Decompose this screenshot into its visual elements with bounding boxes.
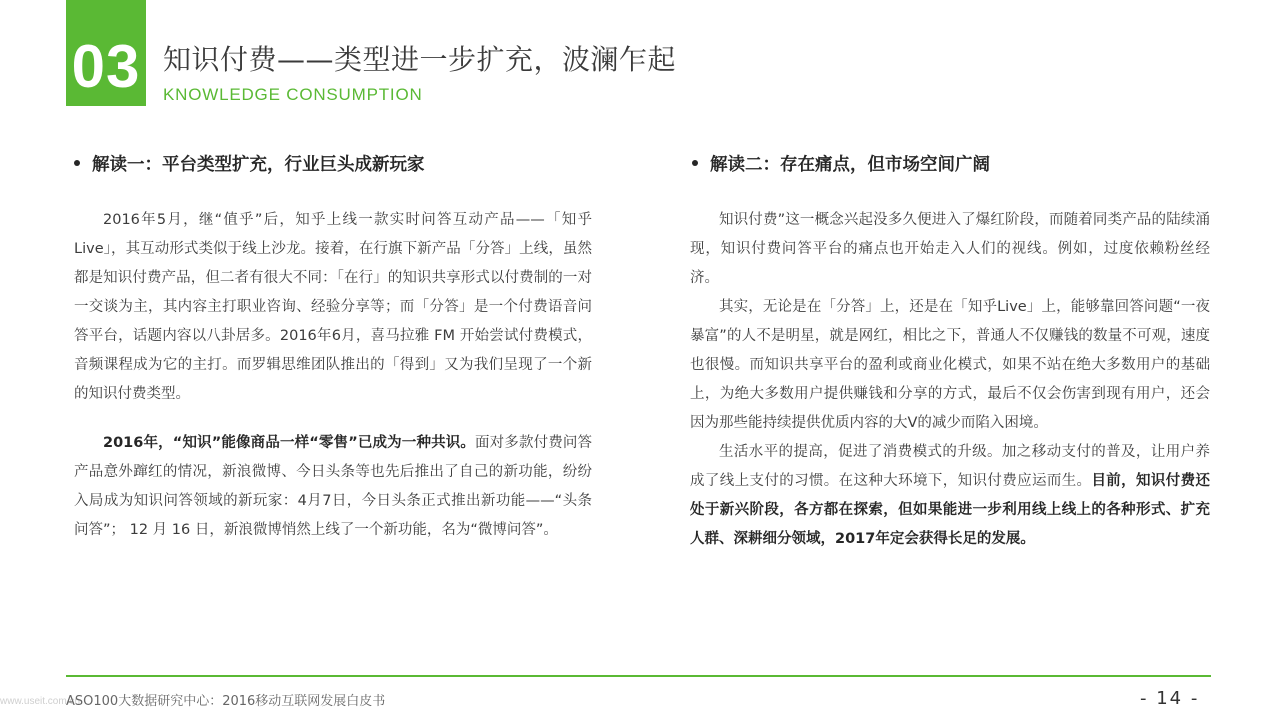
page-title: 知识付费——类型进一步扩充，波澜乍起 — [163, 43, 677, 76]
left-paragraph-2-rest: 面对多款付费问答产品意外蹿红的情况，新浪微博、今日头条等也先后推出了自己的新功能，纷纷入局成为知识问答领域的新玩家：4月7日，今日头条正式推出新功能——“头条问答”； 12 月 16 日，新浪微博悄然上线了一个新功能，名为“微博问答”。 — [74, 435, 593, 538]
page-number: - 14 - — [1140, 688, 1200, 709]
right-paragraph-3-bold: 目前，知识付费还处于新兴阶段，各方都在探索，但如果能进一步利用线上线上的各种形式、扩充人群、深耕细分领域，2017年定会获得长足的发展。 — [690, 473, 1211, 547]
left-heading-text: 解读一：平台类型扩充，行业巨头成新玩家 — [92, 154, 425, 175]
right-paragraph-3 — [690, 438, 1210, 554]
right-heading-text: 解读二：存在痛点，但市场空间广阔 — [710, 154, 990, 175]
section-number: 03 — [71, 33, 141, 100]
left-heading — [72, 150, 592, 176]
footer-source: ASO100大数据研究中心：2016移动互联网发展白皮书 — [66, 694, 386, 709]
right-heading — [690, 150, 1210, 176]
right-paragraph-1: 知识付费”这一概念兴起没多久便进入了爆红阶段，而随着同类产品的陆续涌现，知识付费问答平台的痛点也开始走入人们的视线。例如，过度依赖粉丝经济。 — [690, 212, 1210, 286]
left-column — [72, 150, 592, 545]
bullet-icon — [692, 160, 698, 166]
page-subtitle: KNOWLEDGE CONSUMPTION — [163, 85, 423, 104]
left-paragraph-2 — [72, 429, 592, 545]
watermark: www.useit.com.cn — [0, 696, 81, 707]
left-paragraph-2-bold: 2016年，“知识”能像商品一样“零售”已成为一种共识。 — [103, 435, 476, 451]
section-number-badge — [66, 0, 146, 106]
right-column — [690, 150, 1210, 554]
bullet-icon — [74, 160, 80, 166]
footer-divider — [66, 675, 1211, 677]
right-paragraph-2: 其实，无论是在「分答」上，还是在「知乎Live」上，能够靠回答问题“一夜暴富”的人不是明星，就是网红，相比之下，普通人不仅赚钱的数量不可观，速度也很慢。而知识共享平台的盈利或商业化模式，如果不站在绝大多数用户的基础上，为绝大多数用户提供赚钱和分享的方式，最后不仅会伤害到现有用户，还会因为那些能持续提供优质内容的大V的减少而陷入困境。 — [690, 299, 1210, 431]
right-paragraph-3-plain: 生活水平的提高，促进了消费模式的升级。加之移动支付的普及，让用户养成了线上支付的习惯。在这种大环境下，知识付费应运而生。 — [690, 444, 1210, 489]
left-paragraph-1: 2016年5月，继“值乎”后，知乎上线一款实时问答互动产品——「知乎Live」，其互动形式类似于线上沙龙。接着，在行旗下新产品「分答」上线，虽然都是知识付费产品，但二者有很大不同：「在行」的知识共享形式以付费制的一对一交谈为主，其内容主打职业咨询、经验分享等；而「分答」是一个付费语音问答平台，话题内容以八卦居多。2016年6月，喜马拉雅 FM 开始尝试付费模式，音频课程成为它的主打。而罗辑思维团队推出的「得到」又为我们呈现了一个新的知识付费类型。 — [74, 212, 592, 402]
